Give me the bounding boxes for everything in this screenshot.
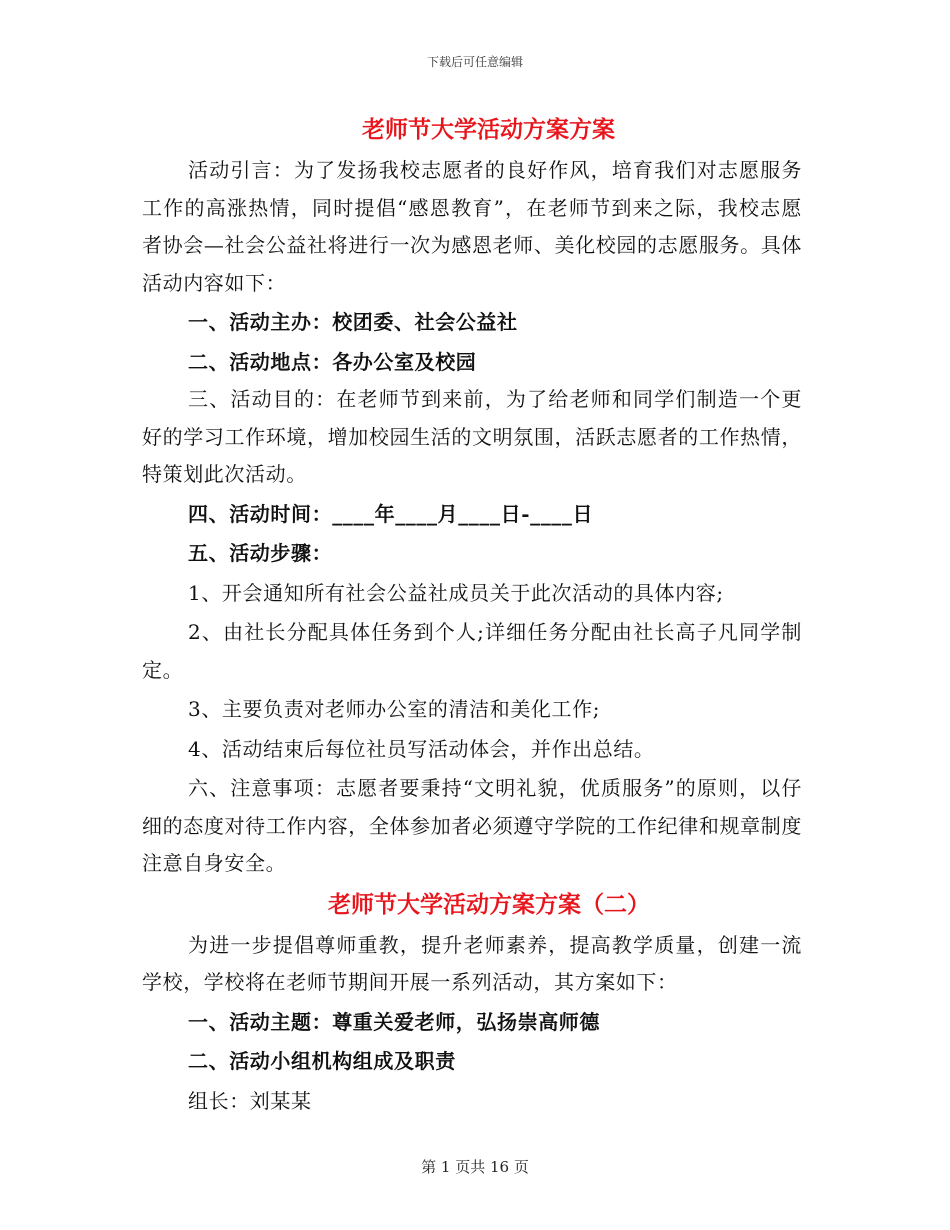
section-1-body — [142, 152, 802, 883]
header-note: 下载后可任意编辑 — [426, 55, 523, 69]
paragraph-location: 二、活动地点：各办公室及校园 — [188, 349, 477, 374]
paragraph-theme: 一、活动主题：尊重关爱老师，弘扬崇高师德 — [188, 1009, 600, 1034]
section-title-1: 老师节大学活动方案方案 — [362, 116, 615, 143]
paragraph-steps-heading: 五、活动步骤： — [188, 541, 333, 565]
page-number: 第 1 页共 16 页 — [421, 1158, 529, 1176]
paragraph-step-4: 4、活动结束后每位社员写活动体会，并作出总结。 — [188, 736, 655, 761]
paragraph-time: 四、活动时间：____年____月____日-____日 — [188, 501, 594, 526]
paragraph-purpose: 三、活动目的：在老师节到来前，为了给老师和同学们制造一个更好的学习工作环境，增加校园生活的文明氛围，活跃志愿者的工作热情，特策划此次活动。 — [142, 387, 802, 486]
paragraph-notes: 六、注意事项：志愿者要秉持“文明礼貌，优质服务”的原则，以仔细的态度对待工作内容，全体参加者必须遵守学院的工作纪律和规章制度注意自身安全。 — [142, 776, 802, 875]
paragraph-group: 二、活动小组机构组成及职责 — [188, 1049, 456, 1073]
paragraph-intro: 活动引言：为了发扬我校志愿者的良好作风，培育我们对志愿服务工作的高涨热情，同时提倡“感恩教育”，在老师节到来之际，我校志愿者协会—社会公益社将进行一次为感恩老师、美化校园的志愿服务。具体活动内容如下： — [142, 158, 802, 295]
document-body — [142, 108, 802, 1120]
paragraph-step-1: 1、开会通知所有社会公益社成员关于此次活动的具体内容; — [188, 580, 724, 605]
paragraph-leader: 组长：刘某某 — [188, 1088, 312, 1113]
section-title-2: 老师节大学活动方案方案（二） — [328, 890, 650, 918]
paragraph-step-2: 2、由社长分配具体任务到个人;详细任务分配由社长高子凡同学制定。 — [142, 620, 802, 682]
paragraph-intro-2: 为进一步提倡尊师重教，提升老师素养，提高教学质量，创建一流学校，学校将在老师节期间开展一系列活动，其方案如下： — [142, 932, 802, 994]
paragraph-step-3: 3、主要负责对老师办公室的清洁和美化工作; — [188, 697, 601, 721]
section-2-body — [142, 927, 802, 1121]
paragraph-organizer: 一、活动主办：校团委、社会公益社 — [188, 310, 518, 334]
